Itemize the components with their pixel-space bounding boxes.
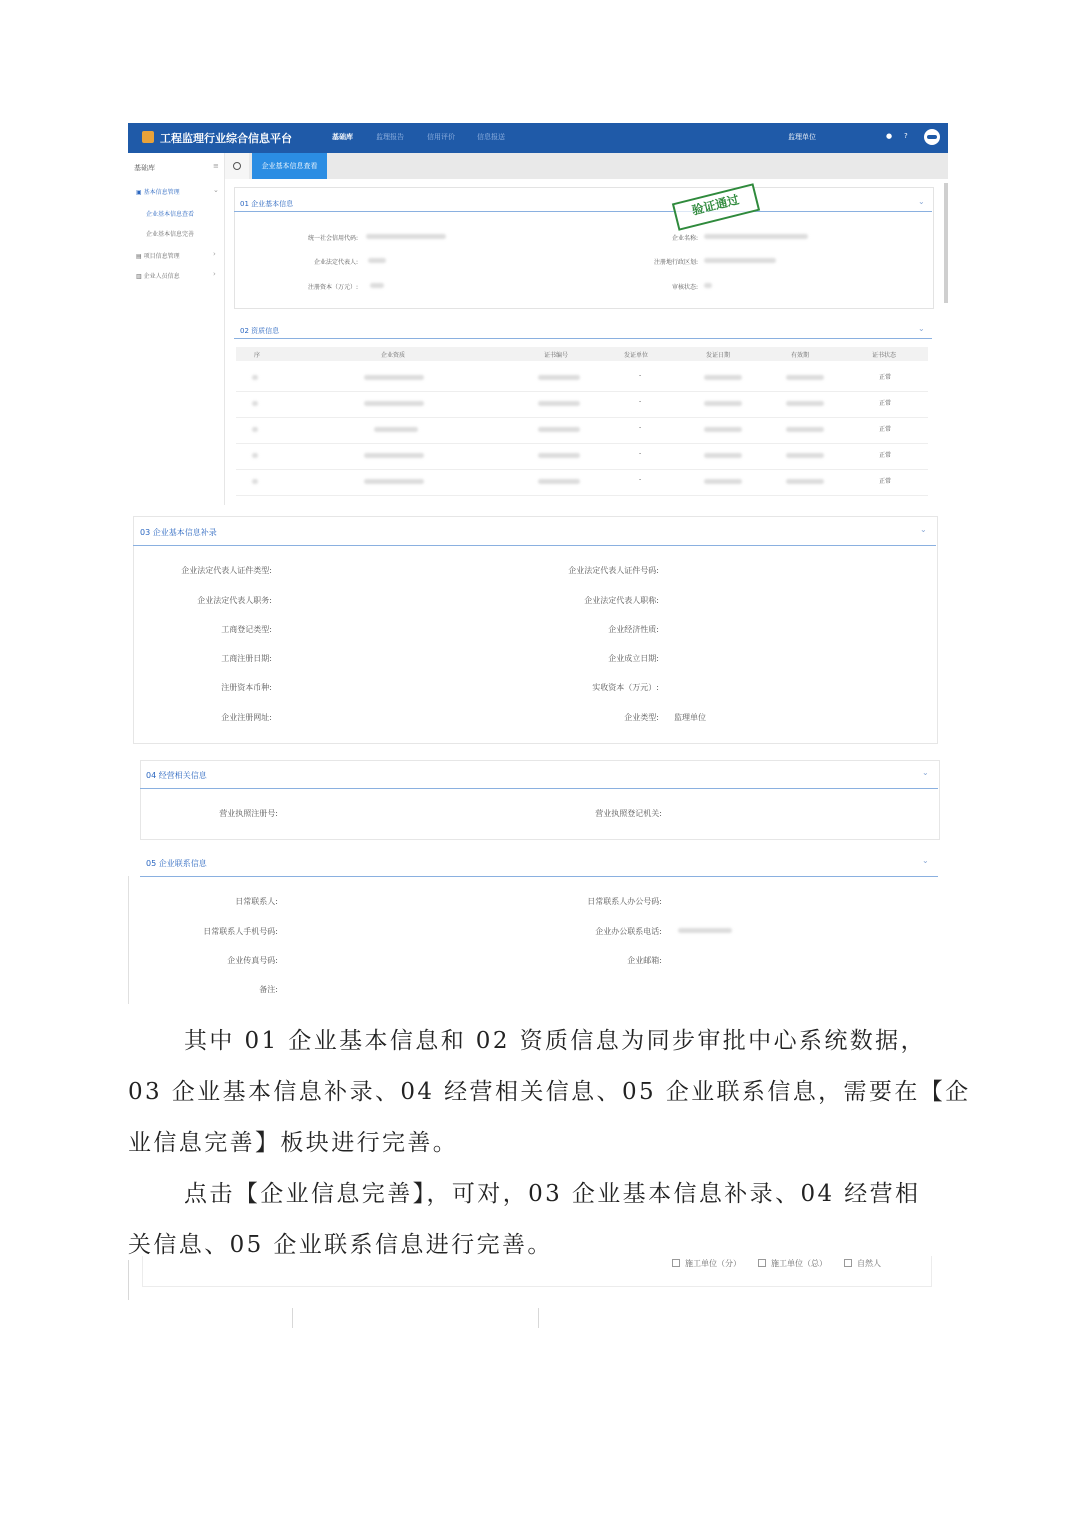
checkbox-construction-branch[interactable]: 施工单位（分） [672, 1258, 741, 1269]
field-legal-rep-value [368, 258, 386, 263]
field-company-name-label: 企业名称: [671, 235, 698, 242]
app-screenshot [128, 123, 948, 505]
cell-issue-date [704, 375, 742, 380]
sidebar-item-label: 基本信息管理 [143, 189, 180, 196]
field-economic-nature-label: 企业经济性质: [608, 625, 659, 634]
field-capital-label: 注册资本（万元）: [307, 284, 358, 291]
cell-status: 正常 [879, 452, 892, 459]
nav-info-submission[interactable]: 信息报送 [477, 133, 505, 141]
sidebar-header: 基础库 [134, 164, 155, 172]
scrollbar[interactable] [944, 183, 948, 303]
cell-valid-until [786, 453, 824, 458]
chevron-right-icon: › [213, 250, 216, 258]
cell-valid-until [786, 375, 824, 380]
cell-status: 正常 [879, 374, 892, 381]
field-office-phone-value [678, 928, 732, 933]
table-row[interactable] [236, 443, 928, 470]
section-03-title: 03 企业基本信息补录 [140, 528, 217, 537]
field-office-phone-label: 企业办公联系电话: [595, 927, 662, 936]
panel-edge [128, 1260, 129, 1300]
paragraph-line-3: 业信息完善】板块进行完善。 [128, 1130, 459, 1156]
field-email-label: 企业邮箱: [627, 956, 662, 965]
section-02-title: 02 资质信息 [240, 327, 280, 335]
chevron-down-icon[interactable]: ⌄ [920, 525, 927, 534]
cell-index [252, 453, 258, 458]
cell-cert-no [538, 453, 580, 458]
field-credit-code-value [366, 234, 446, 239]
field-registration-date-label: 工商注册日期: [221, 654, 272, 663]
chevron-down-icon: ⌄ [213, 186, 219, 194]
cell-issue-date [704, 453, 742, 458]
current-unit[interactable]: 监理单位 [788, 133, 816, 141]
field-review-status-value [704, 283, 712, 288]
sidebar-item-staff[interactable]: ▥ 企业人员信息 [136, 273, 180, 280]
divider [140, 876, 938, 877]
divider [292, 1308, 293, 1328]
cell-qualification [364, 375, 424, 380]
cell-cert-no [538, 401, 580, 406]
chevron-down-icon[interactable]: ⌄ [918, 197, 925, 206]
field-founded-date-label: 企业成立日期: [608, 654, 659, 663]
table-row[interactable] [236, 365, 928, 392]
nav-supervision-report[interactable]: 监理报告 [376, 133, 404, 141]
cell-issue-date [704, 479, 742, 484]
cell-issue-date [704, 427, 742, 432]
nav-basic-library[interactable]: 基础库 [332, 133, 353, 141]
collapse-icon[interactable]: ≡ [213, 162, 219, 170]
top-navbar [128, 123, 948, 153]
verified-stamp: 验证通过 [672, 183, 760, 230]
sidebar-sub-complete[interactable]: 企业基本信息完善 [146, 231, 195, 238]
chevron-down-icon[interactable]: ⌄ [922, 856, 929, 865]
field-legal-position-label: 企业法定代表人职务: [197, 596, 272, 605]
cell-cert-no [538, 427, 580, 432]
col-cert-status: 证书状态 [872, 352, 897, 359]
section-04-panel [140, 760, 940, 840]
cell-issue-date [704, 401, 742, 406]
sidebar-item-project[interactable]: ▤ 项目信息管理 [136, 253, 180, 260]
field-contact-office-label: 日常联系人办公号码: [587, 897, 662, 906]
divider [538, 1308, 539, 1328]
field-review-status-label: 审核状态: [671, 284, 698, 291]
field-company-type-label: 企业类型: [624, 713, 659, 722]
qualification-table-header [236, 347, 928, 361]
cell-status: 正常 [879, 478, 892, 485]
field-license-no-label: 营业执照注册号: [219, 809, 278, 818]
cell-issuer: - [639, 476, 642, 483]
field-fax-label: 企业传真号码: [227, 956, 278, 965]
col-qualification: 企业资质 [381, 352, 406, 359]
field-remark-label: 备注: [259, 985, 278, 994]
cell-valid-until [786, 479, 824, 484]
sidebar-item-label: 项目信息管理 [143, 253, 180, 260]
paragraph-line-5: 关信息、05 企业联系信息进行完善。 [128, 1232, 553, 1258]
field-company-name-value [704, 234, 808, 239]
cell-issuer: - [639, 372, 642, 379]
divider [234, 338, 932, 339]
field-website-label: 企业注册网址: [221, 713, 272, 722]
table-row[interactable] [236, 469, 928, 496]
home-tab-icon[interactable] [225, 153, 249, 179]
tab-bar [225, 153, 948, 179]
checkbox-natural-person[interactable]: 自然人 [844, 1258, 881, 1269]
field-legal-id-type-label: 企业法定代表人证件类型: [181, 566, 272, 575]
avatar[interactable] [924, 129, 940, 145]
cell-cert-no [538, 479, 580, 484]
field-legal-rep-label: 企业法定代表人: [313, 259, 358, 266]
field-license-authority-label: 营业执照登记机关: [595, 809, 662, 818]
field-company-type-value: 监理单位 [674, 713, 706, 722]
section-04-title: 04 经营相关信息 [146, 771, 207, 780]
field-region-value [704, 258, 776, 263]
cell-index [252, 427, 258, 432]
field-capital-currency-label: 注册资本币种: [221, 683, 272, 692]
cell-index [252, 479, 258, 484]
field-region-label: 注册地行政区划: [653, 259, 698, 266]
paragraph-line-1: 其中 01 企业基本信息和 02 资质信息为同步审批中心系统数据， [184, 1028, 926, 1054]
sidebar-item-label: 企业人员信息 [143, 273, 180, 280]
col-cert-no: 证书编号 [544, 352, 569, 359]
cell-index [252, 401, 258, 406]
field-paid-capital-label: 实收资本（万元）: [592, 683, 659, 692]
col-valid-until: 有效期 [791, 352, 810, 359]
tab-enterprise-view[interactable]: 企业基本信息查看 [252, 153, 327, 179]
col-issuer: 发证单位 [624, 352, 649, 359]
cell-status: 正常 [879, 400, 892, 407]
col-issue-date: 发证日期 [706, 352, 731, 359]
section-01-title: 01 企业基本信息 [240, 200, 294, 208]
divider [140, 788, 938, 789]
divider [133, 545, 936, 546]
cell-qualification [364, 453, 424, 458]
field-contact-person-label: 日常联系人: [235, 897, 278, 906]
chevron-down-icon[interactable]: ⌄ [922, 768, 929, 777]
nav-credit-evaluation[interactable]: 信用评价 [427, 133, 455, 141]
section-05-title: 05 企业联系信息 [146, 859, 207, 868]
field-registration-type-label: 工商登记类型: [221, 625, 272, 634]
divider [234, 211, 932, 212]
sidebar-item-basic-info[interactable]: ▣ 基本信息管理 [136, 189, 180, 196]
cell-issuer: - [639, 398, 642, 405]
cell-qualification [374, 427, 418, 432]
field-legal-id-number-label: 企业法定代表人证件号码: [568, 566, 659, 575]
sidebar [128, 153, 225, 505]
app-title: 工程监理行业综合信息平台 [160, 132, 292, 145]
bell-icon[interactable]: ● [886, 132, 893, 140]
table-row[interactable] [236, 417, 928, 444]
paragraph-line-2: 03 企业基本信息补录、04 经营相关信息、05 企业联系信息，需要在【企 [128, 1079, 971, 1105]
field-legal-title-label: 企业法定代表人职称: [584, 596, 659, 605]
field-contact-mobile-label: 日常联系人手机号码: [203, 927, 278, 936]
cell-status: 正常 [879, 426, 892, 433]
field-capital-value [370, 283, 384, 288]
col-index: 序 [254, 352, 261, 359]
chevron-right-icon: › [213, 270, 216, 278]
help-icon[interactable]: ? [904, 132, 908, 140]
cell-index [252, 375, 258, 380]
checkbox-construction-main[interactable]: 施工单位（总） [758, 1258, 827, 1269]
cell-valid-until [786, 401, 824, 406]
cell-qualification [364, 401, 424, 406]
cell-issuer: - [639, 450, 642, 457]
cell-qualification [364, 479, 424, 484]
emblem-icon [142, 131, 154, 143]
table-row[interactable] [236, 391, 928, 418]
paragraph-line-4: 点击【企业信息完善】，可对，03 企业基本信息补录、04 经营相 [184, 1181, 921, 1207]
field-credit-code-label: 统一社会信用代码: [307, 235, 358, 242]
sidebar-sub-view[interactable]: 企业基本信息查看 [146, 211, 195, 218]
chevron-down-icon[interactable]: ⌄ [918, 324, 925, 333]
cell-cert-no [538, 375, 580, 380]
cell-valid-until [786, 427, 824, 432]
cell-issuer: - [639, 424, 642, 431]
panel-edge [128, 876, 129, 1004]
